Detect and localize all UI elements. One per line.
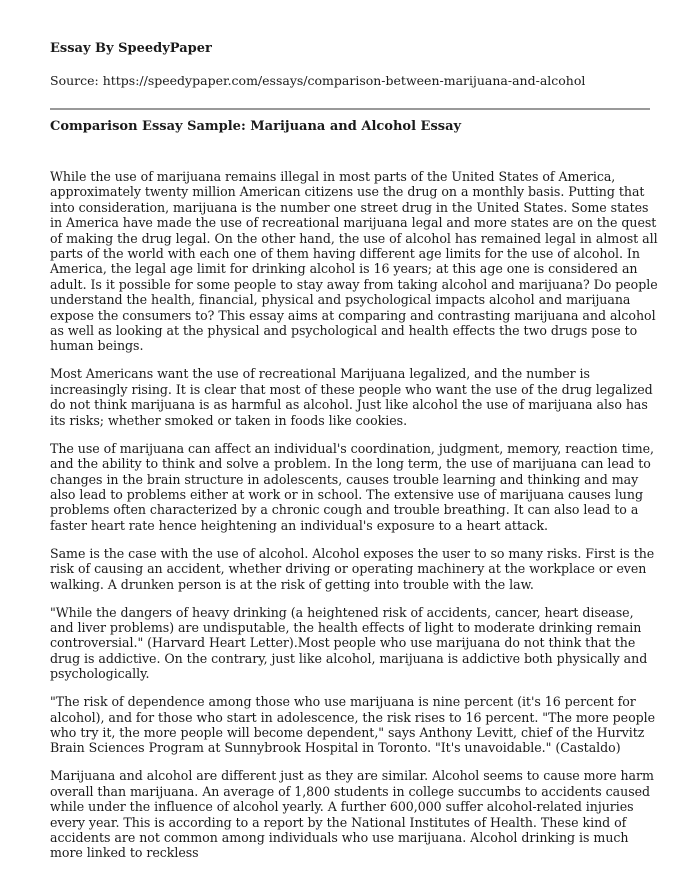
paragraph: Most Americans want the use of recreational Marijuana legalized, and the number is increasingly rising. It is clear that most of these people who want the use of the drug legalized do not think marijuana is as harmful as alcohol. Just like alcohol the use of marijuana also has its risks; whether smoked or taken in foods like cookies.	[50, 366, 653, 428]
source-line: Source: https://speedypaper.com/essays/comparison-between-marijuana-and-alcohol	[50, 73, 586, 88]
paragraph: "While the dangers of heavy drinking (a heightened risk of accidents, cancer, heart disease, and liver problems) are undisputable, the health effects of light to moderate drinking remain controversial." (Harvard Heart Letter).Most people who use marijuana do not think that the drug is addictive. On the contrary, just like alcohol, marijuana is addictive both physically and psychologically.	[50, 604, 648, 682]
paragraph: The use of marijuana can affect an individual's coordination, judgment, memory, reaction time, and the ability to think and solve a problem. In the long term, the use of marijuana can lead to changes in the brain structure in adolescents, causes trouble learning and thinking and may also lead to problems either at work or in school. The extensive use of marijuana causes lung problems often characterized by a chronic cough and trouble breathing. It can also lead to a faster heart rate hence heightening an individual's exposure to a heart attack.	[50, 440, 654, 533]
document-header	[50, 40, 650, 90]
brand-title: Essay By SpeedyPaper	[50, 41, 212, 56]
essay-title: Comparison Essay Sample: Marijuana and Alcohol Essay	[50, 119, 462, 134]
paragraph: "The risk of dependence among those who use marijuana is nine percent (it's 16 percent for alcohol), and for those who start in adolescence, the risk rises to 16 percent. "The more people who try it, the more people will become dependent," says Anthony Levitt, chief of the Hurvitz Brain Sciences Program at Sunnybrook Hospital in Toronto. "It's unavoidable." (Castaldo)	[50, 694, 656, 756]
header-divider	[50, 108, 650, 110]
essay-body	[50, 169, 658, 873]
paragraph: Same is the case with the use of alcohol. Alcohol exposes the user to so many risks. First is the risk of causing an accident, whether driving or operating machinery at the workplace or even walking. A drunken person is at the risk of getting into trouble with the law.	[50, 545, 655, 592]
paragraph: While the use of marijuana remains illegal in most parts of the United States of America, approximately twenty million American citizens use the drug on a monthly basis. Putting that into consideration, marijuana is the number one street drug in the United States. Some states in America have made the use of recreational marijuana legal and more states are on the quest of making the drug legal. On the other hand, the use of alcohol has remained legal in almost all parts of the world with each one of them having different age limits for the use of alcohol. In America, the legal age limit for drinking alcohol is 16 years; at this age one is considered an adult. Is it possible for some people to stay away from taking alcohol and marijuana? Do people understand the health, financial, physical and psychological impacts alcohol and marijuana expose the consumers to? This essay aims at comparing and contrasting marijuana and alcohol as well as looking at the physical and psychological and health effects the two drugs pose to human beings.	[50, 169, 658, 354]
paragraph: Marijuana and alcohol are different just as they are similar. Alcohol seems to cause more harm overall than marijuana. An average of 1,800 students in college succumbs to accidents caused while under the influence of alcohol yearly. A further 600,000 suffer alcohol-related injuries every year. This is according to a report by the National Institutes of Health. These kind of accidents are not common among individuals who use marijuana. Alcohol drinking is much more linked to reckless	[50, 768, 654, 861]
